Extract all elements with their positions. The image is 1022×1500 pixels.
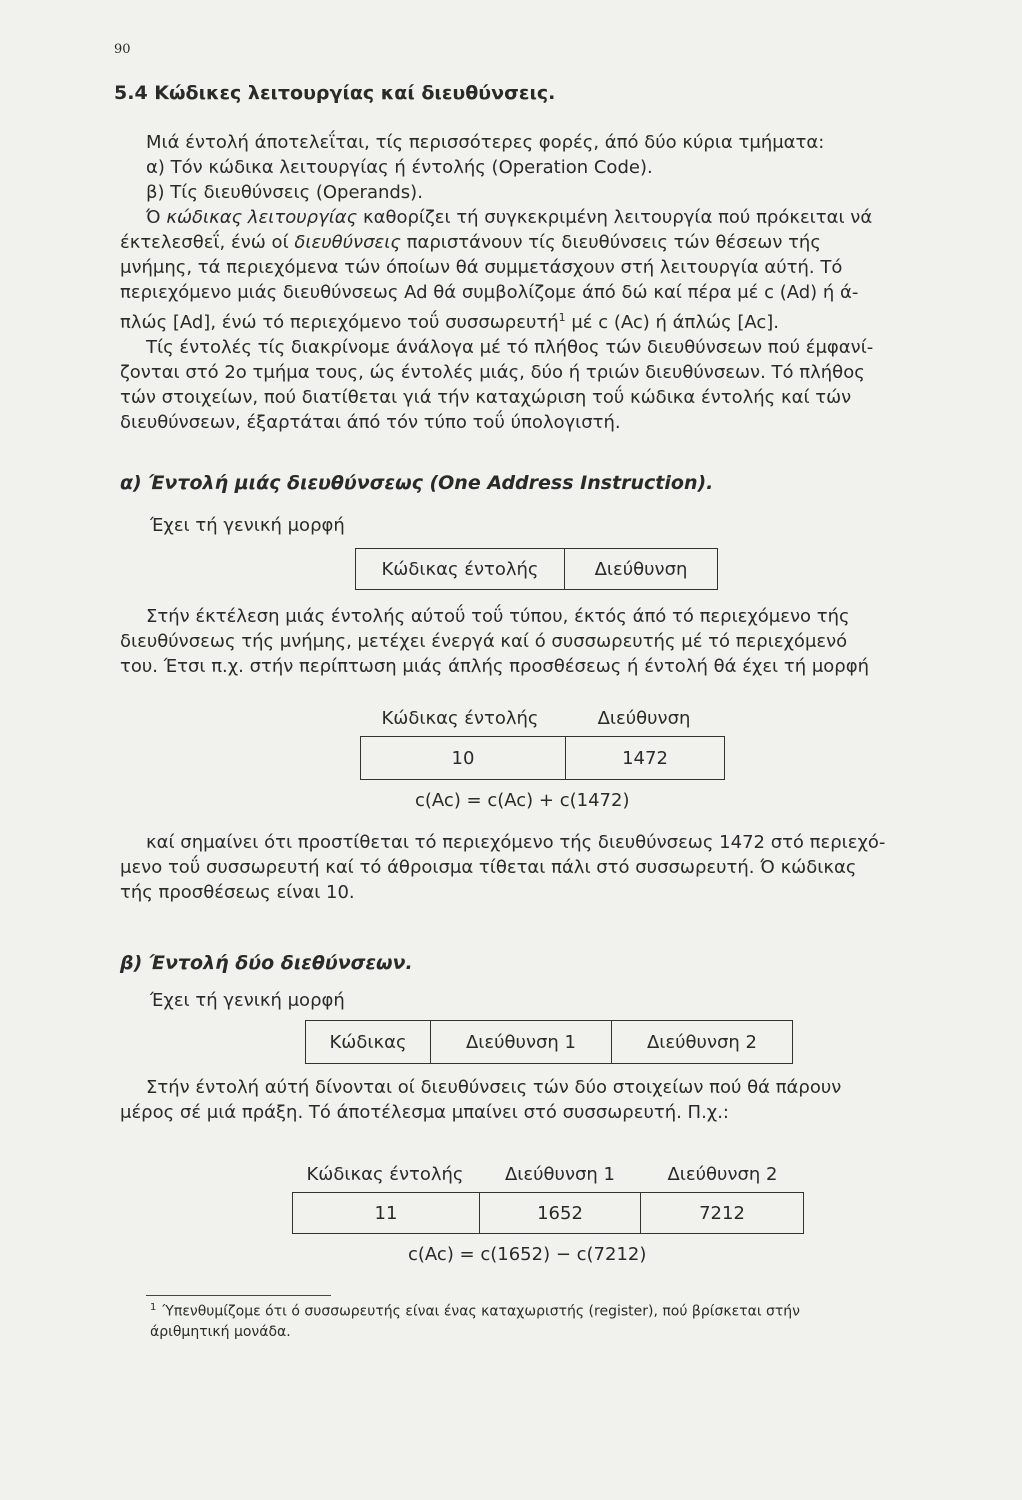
one-address-example-headers — [360, 708, 728, 729]
one-address-explanation — [120, 830, 960, 905]
one-address-form-label: Έχει τή γενική μορφή — [150, 515, 345, 536]
intro-paragraph — [120, 130, 960, 205]
two-address-form-label: Έχει τή γενική μορφή — [150, 990, 345, 1011]
one-address-formula: c(Ac) = c(Ac) + c(1472) — [415, 790, 630, 811]
page-number: 90 — [114, 42, 131, 57]
intro-line: β) Τίς διευθύνσεις (Operands). — [146, 182, 423, 203]
classification-paragraph — [120, 335, 960, 435]
intro-line: α) Τόν κώδικα λειτουργίας ή έντολής (Operation Code). — [146, 157, 653, 178]
address-field: Διεύθυνση — [594, 558, 688, 580]
definition-line: πλώς [Ad], ένώ τό περιεχόμενο τοΰ συσσωρευτή$^1$ μέ c (Ac) ή άπλώς [Ac]. — [120, 311, 780, 333]
header-opcode: Κώδικας έντολής — [306, 1164, 464, 1185]
footnote — [150, 1298, 970, 1342]
two-address-example-headers — [290, 1164, 805, 1185]
address-1-value: 1652 — [480, 1193, 641, 1233]
two-address-formula: c(Ac) = c(1652) − c(7212) — [408, 1244, 647, 1265]
footnote-line: άριθμητική μονάδα. — [150, 1323, 291, 1340]
header-opcode: Κώδικας έντολής — [381, 708, 539, 729]
code-field: Κώδικας — [306, 1021, 431, 1063]
section-title: 5.4 Κώδικες λειτουργίας καί διευθύνσεις. — [114, 82, 556, 104]
explanation-line: τής προσθέσεως είναι 10. — [120, 882, 355, 903]
opcode-field: Κώδικας έντολής — [356, 549, 565, 589]
opcode-value: 10 — [361, 737, 566, 779]
explanation-line: μενο τοΰ συσσωρευτή καί τό άθροισμα τίθεται πάλι στό συσσωρευτή. Ό κώδικας — [120, 857, 857, 878]
description-line: διευθύνσεως τής μνήμης, μετέχει ένεργά καί ό συσσωρευτής μέ τό περιεχόμενό — [120, 631, 848, 652]
definition-line: μνήμης, τά περιεχόμενα τών όποίων θά συμμετάσχουν στή λειτουργία αύτή. Τό — [120, 257, 843, 278]
two-address-heading: β) Έντολή δύο διεθύνσεων. — [120, 952, 413, 974]
footnote-rule — [146, 1295, 331, 1296]
definition-paragraph — [120, 205, 960, 335]
address-1-field: Διεύθυνση 1 — [431, 1021, 612, 1063]
classification-line: διευθύνσεων, έξαρτάται άπό τόν τύπο τοΰ ύπολογιστή. — [120, 412, 621, 433]
address-2-field: Διεύθυνση 2 — [646, 1031, 758, 1053]
opcode-value: 11 — [293, 1193, 480, 1233]
definition-line: περιεχόμενο μιάς διευθύνσεως Ad θά συμβολίζομε άπό δώ καί πέρα μέ c (Ad) ή ά- — [120, 282, 859, 303]
explanation-line: καί σημαίνει ότι προστίθεται τό περιεχόμενο τής διευθύνσεως 1472 στό περιεχό- — [146, 832, 886, 853]
header-address-2: Διεύθυνση 2 — [667, 1164, 778, 1185]
classification-line: Τίς έντολές τίς διακρίνομε άνάλογα μέ τό πλήθος τών διευθύνσεων πού έμφανί- — [146, 337, 874, 358]
address-value: 1472 — [622, 747, 668, 769]
one-address-description — [120, 604, 960, 679]
classification-line: τών στοιχείων, πού διατίθεται γιά τήν καταχώριση τοΰ κώδικα έντολής καί τών — [120, 387, 852, 408]
footnote-line: $^1$ Ύπενθυμίζομε ότι ό συσσωρευτής είναι ένας καταχωριστής (register), πού βρίσκεται στήν — [150, 1302, 801, 1320]
definition-line: έκτελεσθεΐ, ένώ οί διευθύνσεις παριστάνουν τίς διευθύνσεις τών θέσεων τής — [120, 232, 821, 253]
description-line: Στήν έκτέλεση μιάς έντολής αύτοΰ τοΰ τύπου, έκτός άπό τό περιεχόμενο τής — [146, 606, 850, 627]
footnote-marker: 1 — [150, 1302, 157, 1313]
address-2-value: 7212 — [699, 1202, 745, 1224]
two-address-example-box — [292, 1192, 804, 1234]
two-address-format-box — [305, 1020, 793, 1064]
term-operation-code: κώδικας λειτουργίας — [166, 207, 358, 228]
one-address-format-box — [355, 548, 718, 590]
one-address-heading: α) Έντολή μιάς διευθύνσεως (One Address Instruction). — [120, 472, 714, 494]
two-address-description — [120, 1075, 960, 1125]
header-address-1: Διεύθυνση 1 — [504, 1164, 616, 1185]
description-line: του. Έτσι π.χ. στήν περίπτωση μιάς άπλής προσθέσεως ή έντολή θά έχει τή μορφή — [120, 656, 870, 677]
term-addresses: διευθύνσεις — [294, 232, 401, 253]
one-address-example-box — [360, 736, 725, 780]
description-line: μέρος σέ μιά πράξη. Τό άποτέλεσμα μπαίνει στό συσσωρευτή. Π.χ.: — [120, 1102, 729, 1123]
footnote-ref: 1 — [558, 311, 566, 324]
intro-line: Μιά έντολή άποτελεΐται, τίς περισσότερες φορές, άπό δύο κύρια τμήματα: — [146, 132, 825, 153]
description-line: Στήν έντολή αύτή δίνονται οί διευθύνσεις τών δύο στοιχείων πού θά πάρουν — [146, 1077, 842, 1098]
header-address: Διεύθυνση — [597, 708, 691, 729]
classification-line: ζονται στό 2ο τμήμα τους, ώς έντολές μιάς, δύο ή τριών διευθύνσεων. Τό πλήθος — [120, 362, 865, 383]
definition-line: Ό κώδικας λειτουργίας καθορίζει τή συγκεκριμένη λειτουργία πού πρόκειται νά — [146, 207, 873, 228]
